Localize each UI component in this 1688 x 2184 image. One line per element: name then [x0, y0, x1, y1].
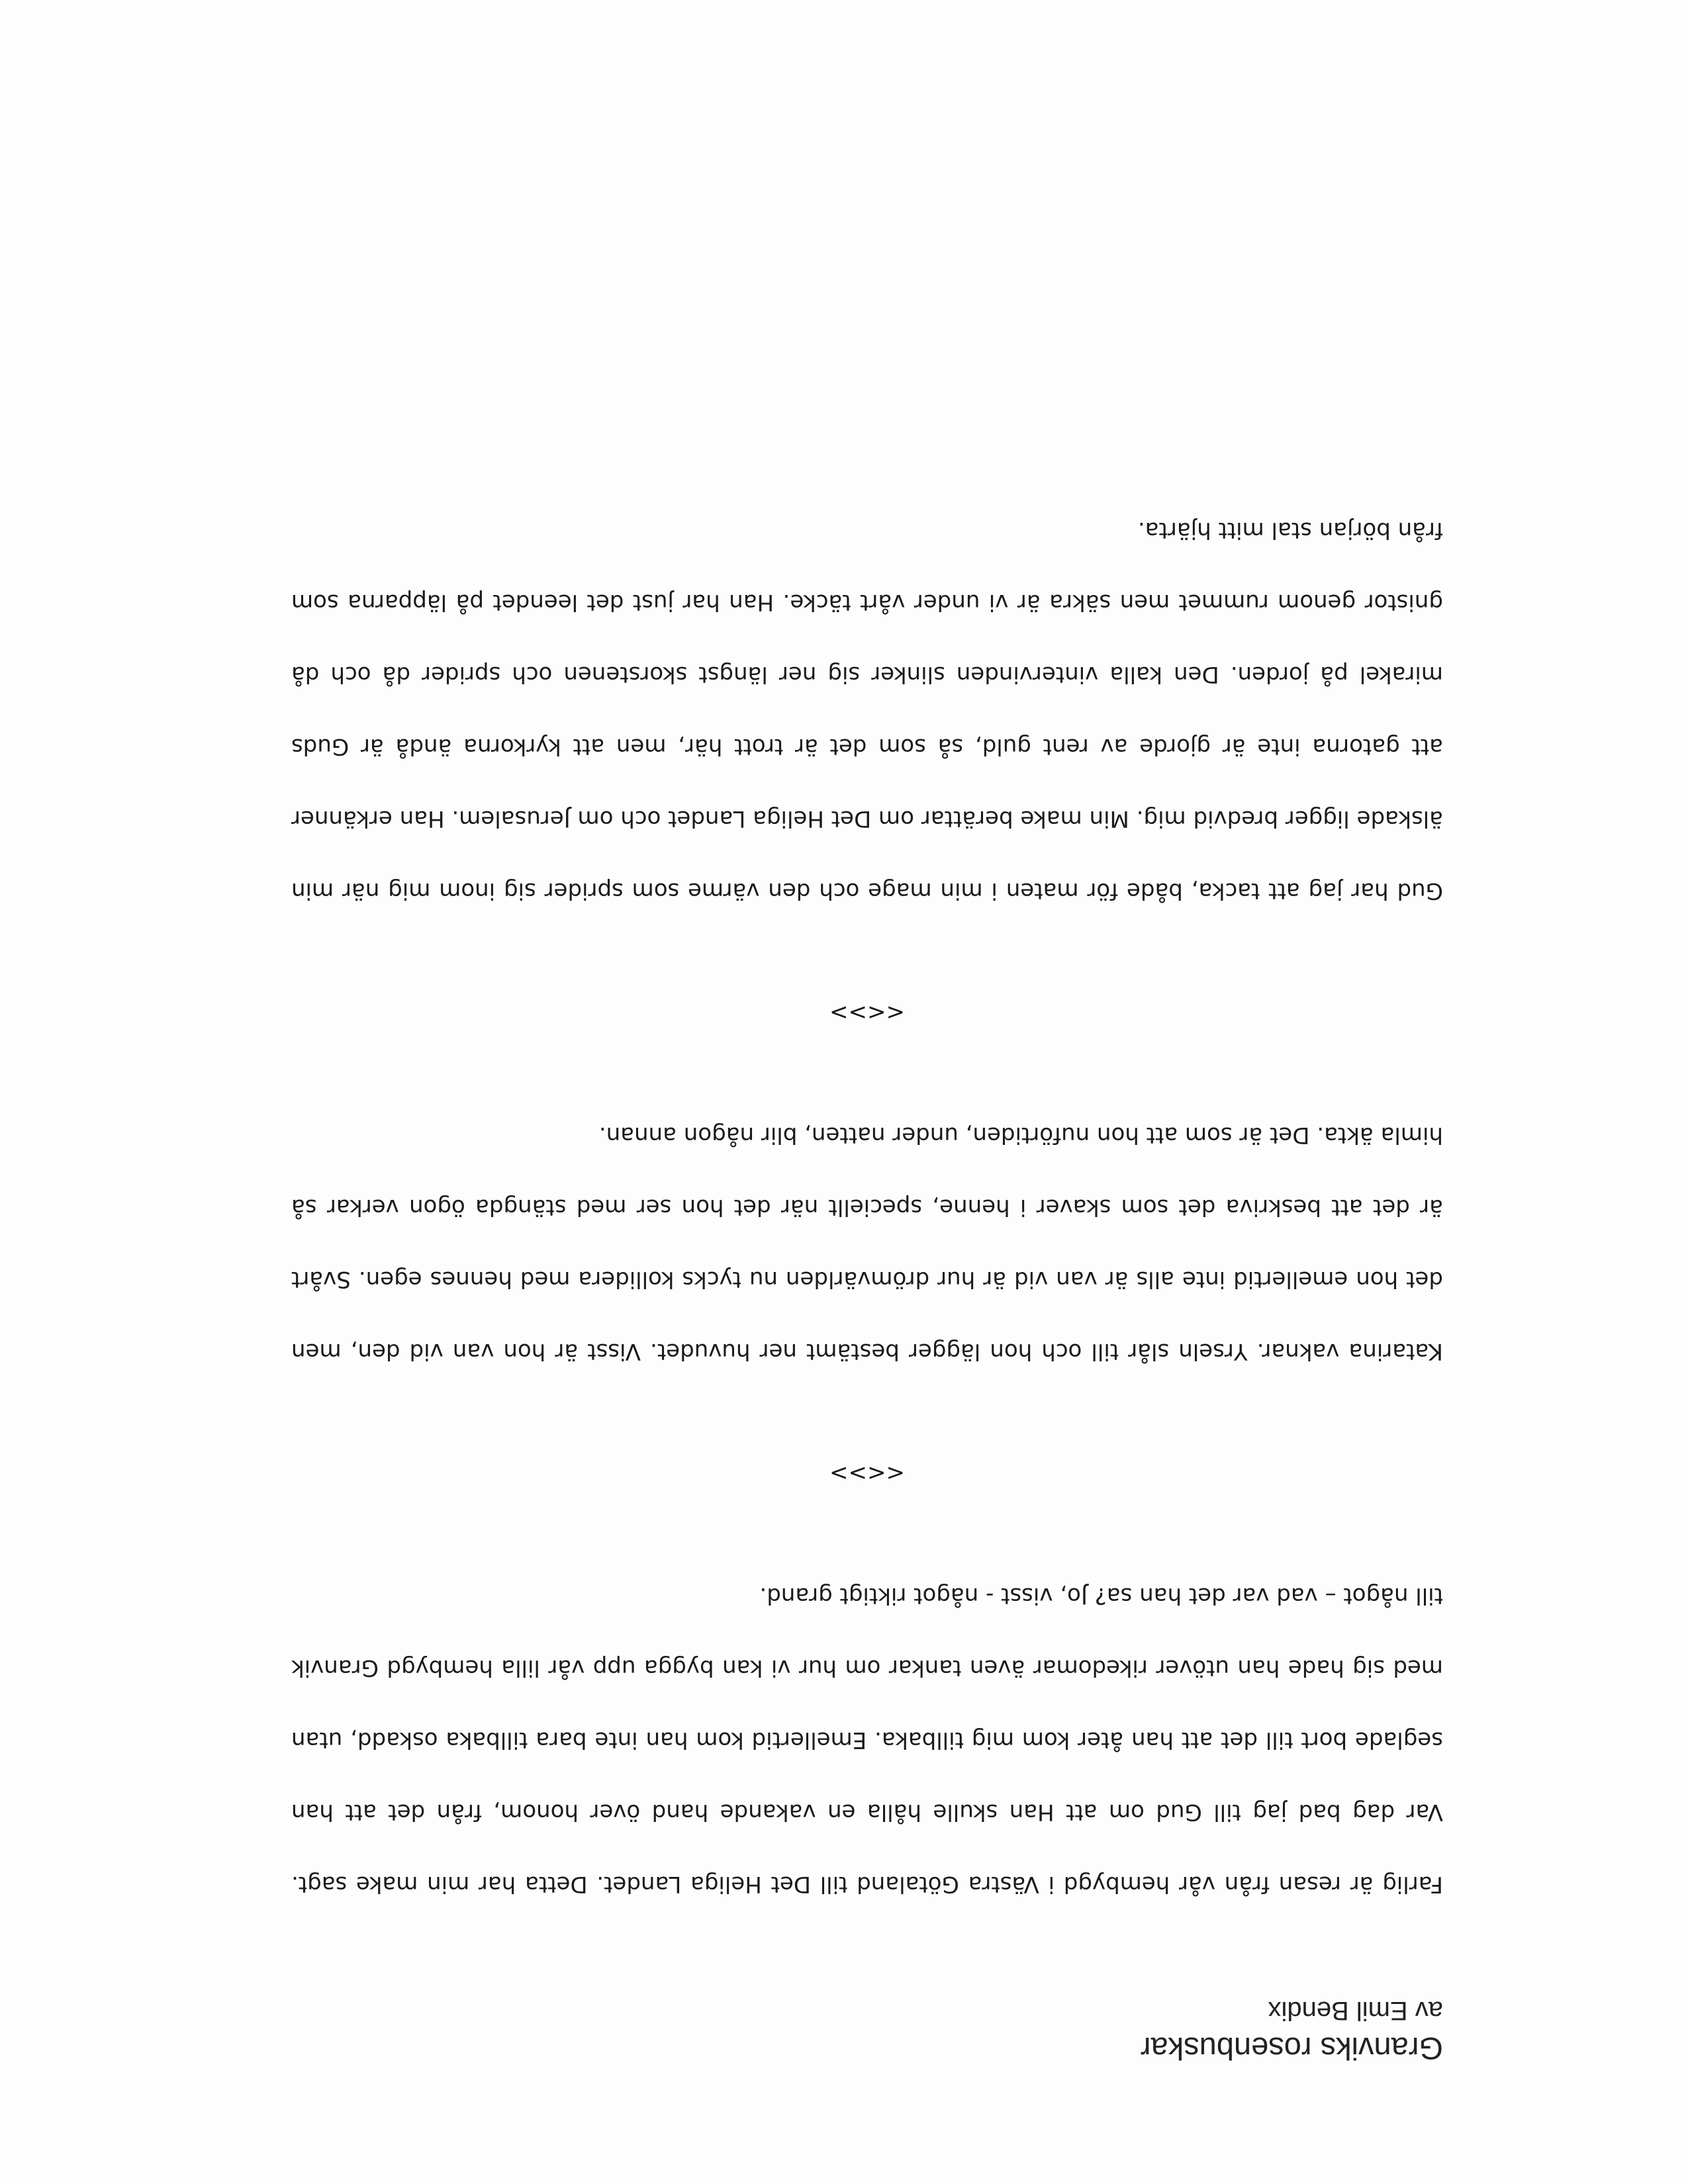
section-separator-2: <<>>: [829, 999, 905, 1026]
title-block: [291, 1993, 1443, 2068]
document-author: av Emil Bendix: [1268, 1996, 1443, 2025]
paragraph-1: Farlig är resan från vår hembygd i Västra Götaland till Det Heliga Landet. Detta har min make sagt. Var dag bad jag till Gud om att Han skulle hålla en vakande hand över honom, från det att han seglade bort till det att han åter kom mig tillbaka. Emellertid kom han inte bara tillbaka oskadd, utan med sig hade han utöver rikedomar även tankar om hur vi kan bygga upp vår lilla hembygd Granvik till något – vad var det han sa? Jo, visst - något riktigt grand.: [291, 1582, 1443, 1897]
document-content: [291, 494, 1443, 2068]
paragraph-2: Katarina vaknar. Yrseln slår till och hon lägger bestämt ner huvudet. Visst är hon van vid den, men det hon emellertid inte alls är van vid är hur drömvärlden nu tycks kollidera med hennes egen. Svårt är det att beskriva det som skaver i henne, speciellt när det hon ser med stängda ögon verkar så himla äkta. Det är som att hon nuförtiden, under natten, blir någon annan.: [291, 1122, 1443, 1365]
paragraph-3: Gud har jag att tacka, både för maten i min mage och den värme som sprider sig inom mig när min älskade ligger bredvid mig. Min make berättar om Det Heliga Landet och om Jerusalem. Han erkänner att gatorna inte är gjorde av rent guld, så som det är trott här, men att kyrkorna ändå är Guds mirakel på jorden. Den kalla vintervinden slinker sig ner längst skorstenen och sprider då och då gnistor genom rummet men säkra är vi under vårt täcke. Han har just det leendet på läpparna som från början stal mitt hjärta.: [291, 517, 1443, 904]
document-title: Granviks rosenbuskar: [1140, 2031, 1443, 2066]
section-separator-1: <<>>: [829, 1460, 905, 1486]
